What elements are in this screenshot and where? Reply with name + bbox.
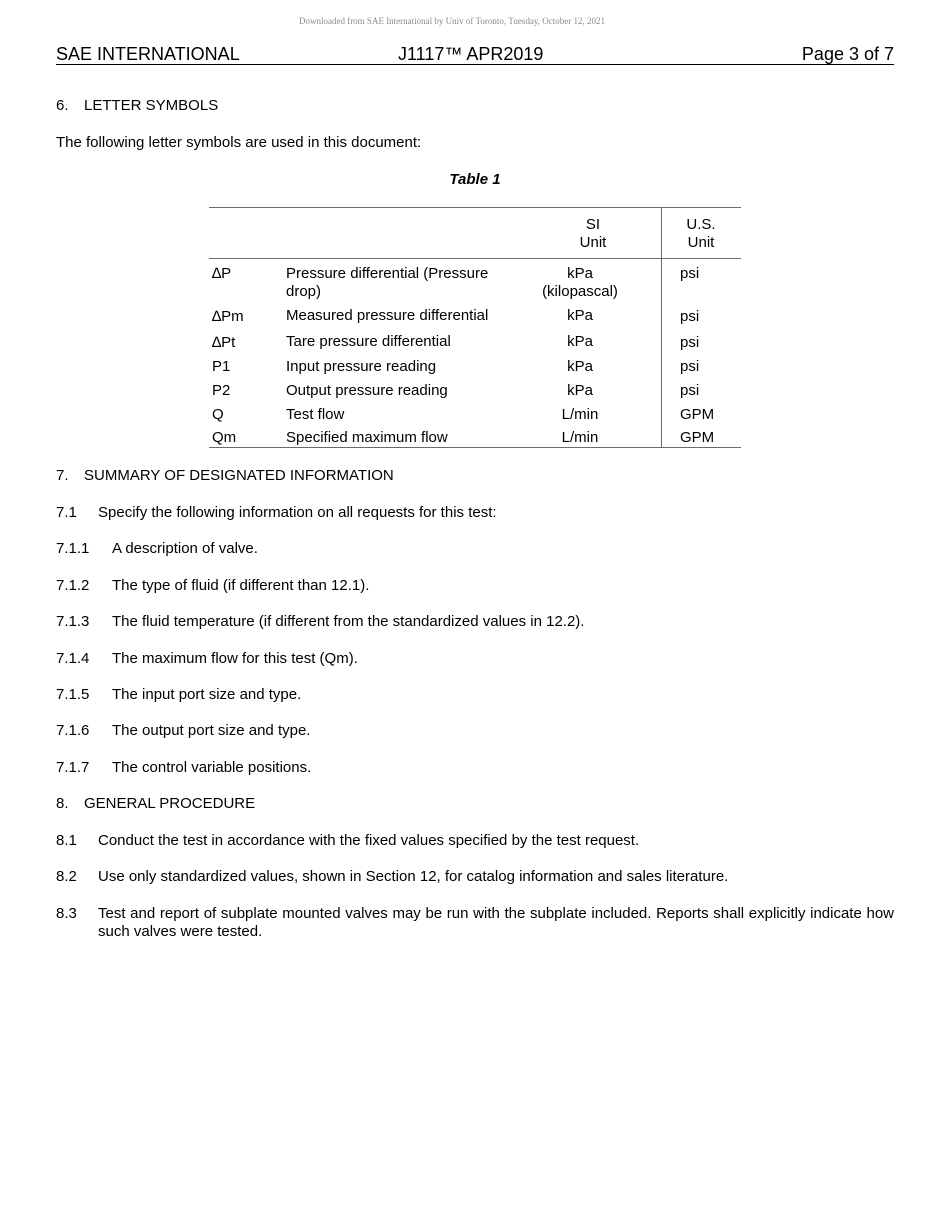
item-text: The control variable positions. xyxy=(112,759,312,776)
table-row-symbol: ∆Pt xyxy=(212,334,236,351)
item-text: The input port size and type. xyxy=(112,686,302,703)
item-number: 7.1.3 xyxy=(56,613,90,630)
header-us-unit-label: Unit xyxy=(687,234,715,251)
table-column-divider xyxy=(661,207,662,448)
table-row-symbol: Qm xyxy=(212,429,237,446)
table-row-si-unit: kPa xyxy=(567,382,593,399)
table-row-symbol: P1 xyxy=(212,358,231,375)
table-row-symbol: P2 xyxy=(212,382,231,399)
list-item xyxy=(56,759,311,777)
list-item xyxy=(56,504,497,522)
section-number: 8. xyxy=(56,795,69,812)
table-row-si-unit: kPa xyxy=(567,307,593,324)
item-number: 7.1 xyxy=(56,504,77,521)
item-number: 7.1.7 xyxy=(56,759,90,776)
table-row-us-unit: GPM xyxy=(680,406,715,423)
header-us-unit xyxy=(671,216,731,252)
table-row-description: Input pressure reading xyxy=(286,358,437,375)
table-row-symbol: ∆Pm xyxy=(212,308,244,325)
item-number: 7.1.5 xyxy=(56,686,90,703)
section-number: 6. xyxy=(56,97,69,114)
table-row-si-unit: L/min xyxy=(561,406,599,423)
list-item xyxy=(56,613,584,631)
item-text: Use only standardized values, shown in Section 12, for catalog information and sales literature. xyxy=(98,868,729,885)
section-7-heading xyxy=(56,467,394,485)
table-row-us-unit: psi xyxy=(680,265,700,282)
item-number: 8.1 xyxy=(56,832,77,849)
item-number: 7.1.2 xyxy=(56,577,90,594)
table-row-description: Specified maximum flow xyxy=(286,429,448,446)
item-number: 7.1.6 xyxy=(56,722,90,739)
table-row-us-unit: GPM xyxy=(680,429,715,446)
description-line: Pressure differential (Pressure xyxy=(286,265,489,282)
section-8-heading xyxy=(56,795,255,813)
description-line: drop) xyxy=(286,283,322,300)
table-row-us-unit: psi xyxy=(680,358,700,375)
list-item xyxy=(56,832,639,850)
si-unit-line: kPa xyxy=(567,265,593,282)
section-6-intro: The following letter symbols are used in this document: xyxy=(56,134,422,151)
header-org: SAE INTERNATIONAL xyxy=(56,44,240,64)
list-item xyxy=(56,686,301,704)
table-row-symbol: Q xyxy=(212,406,224,423)
item-text: The maximum flow for this test (Qm). xyxy=(112,650,358,667)
header-si-unit-label: Unit xyxy=(579,234,607,251)
table-row-description xyxy=(286,265,488,301)
item-text: Specify the following information on all requests for this test: xyxy=(98,504,497,521)
item-number: 7.1.1 xyxy=(56,540,90,557)
item-text: A description of valve. xyxy=(112,540,258,557)
si-unit-line: (kilopascal) xyxy=(542,283,618,300)
item-number: 7.1.4 xyxy=(56,650,90,667)
list-item xyxy=(56,577,369,595)
section-6-heading xyxy=(56,97,218,115)
header-us-label: U.S. xyxy=(686,216,716,233)
list-item xyxy=(56,650,358,668)
table-caption: Table 1 xyxy=(449,171,501,188)
table-row-us-unit: psi xyxy=(680,334,700,351)
table-row-description: Measured pressure differential xyxy=(286,307,489,324)
page-header xyxy=(56,44,894,65)
table-row-us-unit: psi xyxy=(680,308,700,325)
list-item xyxy=(56,868,728,886)
letter-symbols-table xyxy=(209,207,741,448)
header-si-label: SI xyxy=(585,216,601,233)
item-text: The fluid temperature (if different from the standardized values in 12.2). xyxy=(112,613,585,630)
table-row-si-unit: L/min xyxy=(561,429,599,446)
list-item xyxy=(56,540,258,558)
section-title: SUMMARY OF DESIGNATED INFORMATION xyxy=(84,467,394,484)
section-number: 7. xyxy=(56,467,69,484)
list-item-number: 8.3 xyxy=(56,905,77,922)
table-row-description: Test flow xyxy=(286,406,345,423)
section-title: GENERAL PROCEDURE xyxy=(84,795,256,812)
section-title: LETTER SYMBOLS xyxy=(84,97,219,114)
table-row-si-unit: kPa xyxy=(567,333,593,350)
list-item xyxy=(56,722,310,740)
header-page-number: Page 3 of 7 xyxy=(801,44,894,64)
item-text: Conduct the test in accordance with the fixed values specified by the test request. xyxy=(98,832,640,849)
item-number: 8.2 xyxy=(56,868,77,885)
header-si-unit xyxy=(533,216,653,252)
list-item-text: Test and report of subplate mounted valves may be run with the subplate included. Reports shall explicitly indicate how such valves were tested. xyxy=(98,905,894,940)
item-text: The output port size and type. xyxy=(112,722,311,739)
header-doc-id: J1117™ APR2019 xyxy=(398,44,544,64)
table-row-si-unit xyxy=(522,265,638,301)
download-watermark: Downloaded from SAE International by Univ of Toronto, Tuesday, October 12, 2021 xyxy=(298,16,606,26)
table-row-description: Output pressure reading xyxy=(286,382,448,399)
item-text: The type of fluid (if different than 12.1). xyxy=(112,577,370,594)
table-row-symbol: ∆P xyxy=(212,265,232,282)
table-row-us-unit: psi xyxy=(680,382,700,399)
table-row-si-unit: kPa xyxy=(567,358,593,375)
table-row-description: Tare pressure differential xyxy=(286,333,451,350)
